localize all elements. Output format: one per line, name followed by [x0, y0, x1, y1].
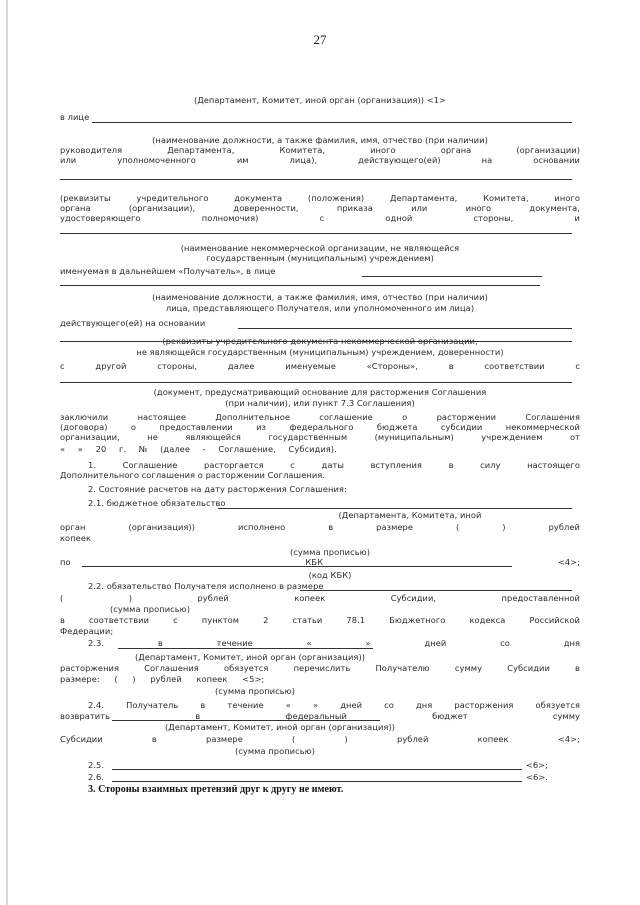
text-line: (реквизиты учредительного документа (положения) Департамента, Комитета, иного: [60, 193, 580, 203]
text-line: заключили настоящее Дополнительное соглашение о расторжении Соглашения: [60, 412, 580, 422]
text-line: Дополнительного соглашения о расторжении Соглашения.: [60, 470, 325, 480]
clause-2: 2. Состояние расчетов на дату расторжения Соглашения:: [88, 484, 347, 494]
recipient-caption: (наименование некоммерческой организации, не являющейся: [180, 243, 460, 253]
blank-line: [112, 769, 522, 770]
party-department-caption: (Департамент, Комитет, иной орган (организация)) <1>: [193, 95, 447, 105]
text-line: орган (организация)) исполнено в размере ( ) рублей: [60, 522, 580, 532]
text-line: ( ) рублей копеек Субсидии, предоставленной: [60, 593, 580, 603]
basis-caption: (при наличии), или пункт 7.3 Соглашения): [225, 398, 415, 408]
text-line: копеек: [60, 533, 92, 543]
clause-2-6: 2.6. <6>.: [88, 772, 548, 782]
clause-2-4: 2.4. Получатель в течение « » дней со дня расторжения обязуется: [88, 700, 580, 710]
text-line: расторжения Соглашения обязуется перечислить Получателю сумму Субсидии в: [60, 663, 580, 673]
text-line: в соответствии с пунктом 2 статьи 78.1 Бюджетного кодекса Российской: [60, 615, 580, 625]
recipient-caption: государственным (муниципальным) учреждением): [206, 253, 434, 263]
text-line: руководителя Департамента, Комитета, иного органа (организации): [60, 145, 580, 155]
text-line: или уполномоченного им лица), действующего(ей) на основании: [60, 155, 580, 165]
blank-line: [238, 328, 572, 329]
clause-2-1: 2.1. бюджетное обязательство: [88, 498, 226, 508]
page-number: 27: [313, 32, 327, 47]
department-caption: (Департамент, Комитет, иной орган (организация)): [164, 722, 396, 732]
blank-line: [82, 566, 512, 567]
text-line: (договора) о предоставлении из федерального бюджета субсидии некоммерческой: [60, 422, 580, 432]
kbk-caption: (код КБК): [308, 570, 352, 580]
blank-line: [118, 648, 373, 649]
blank-line: [362, 276, 542, 277]
clause-1: 1. Соглашение расторгается с даты вступления в силу настоящего: [88, 460, 580, 470]
text-line: Субсидии в размере ( ) рублей копеек <4>;: [60, 734, 580, 744]
text-line: « » 20 г. № (далее - Соглашение, Субсидия).: [60, 444, 337, 454]
charter-caption: не являющейся государственным (муниципальным) учреждением, доверенности): [136, 347, 504, 357]
text-line: действующего(ей) на основании: [60, 318, 206, 328]
position-caption: (наименование должности, а также фамилия, имя, отчество (при наличии): [152, 292, 488, 302]
page-edge-shadow: [6, 0, 8, 905]
blank-line: [60, 233, 572, 234]
blank-line: [60, 179, 572, 180]
text-line: Федерации;: [60, 626, 114, 636]
clause-2-3: 2.3. в течение « » дней со дня: [88, 638, 580, 648]
text-line: с другой стороны, далее именуемые «Стороны», в соответствии с: [60, 361, 580, 371]
amount-caption: (сумма прописью): [110, 604, 191, 614]
position-caption: лица, представляющего Получателя, или уполномоченного им лица): [165, 303, 475, 313]
clause-3: 3. Стороны взаимных претензий друг к другу не имеют.: [88, 785, 344, 795]
text-line: органа (организации), доверенности, приказа или иного документа,: [60, 203, 580, 213]
text-line: размере: ( ) рублей копеек <5>;: [60, 674, 265, 684]
clause-2-2: 2.2. обязательство Получателя исполнено в размере: [88, 581, 324, 591]
amount-caption: (сумма прописью): [234, 746, 315, 756]
text-line: организации, не являющейся государственным (муниципальным) учреждением от: [60, 432, 580, 442]
blank-line: [92, 122, 572, 123]
position-caption: (наименование должности, а также фамилия, имя, отчество (при наличии): [152, 135, 488, 145]
clause-2-5: 2.5. <6>;: [88, 760, 548, 770]
blank-line: [112, 720, 380, 721]
blank-line: [60, 382, 572, 383]
basis-caption: (документ, предусматривающий основание для расторжения Соглашения: [153, 387, 487, 397]
blank-line: [218, 508, 572, 509]
blank-line: [300, 590, 572, 591]
department-caption: (Департамента, Комитета, иной: [338, 510, 482, 520]
blank-line: [60, 285, 540, 286]
text-line: по КБК <4>;: [60, 557, 580, 567]
text-line: возвратить в федеральный бюджет сумму: [60, 711, 580, 721]
blank-line: [112, 781, 522, 782]
amount-caption: (сумма прописью): [289, 547, 370, 557]
text-line: именуемая в дальнейшем «Получатель», в лице: [60, 266, 276, 276]
department-caption: (Департамент, Комитет, иной орган (организация)): [134, 652, 366, 662]
charter-caption: (реквизиты учредительного документа некоммерческой организации,: [162, 336, 478, 346]
text-line: удостоверяющего полномочия) с одной стороны, и: [60, 213, 580, 223]
amount-caption: (сумма прописью): [214, 686, 295, 696]
in-person-label: в лице: [60, 112, 90, 122]
